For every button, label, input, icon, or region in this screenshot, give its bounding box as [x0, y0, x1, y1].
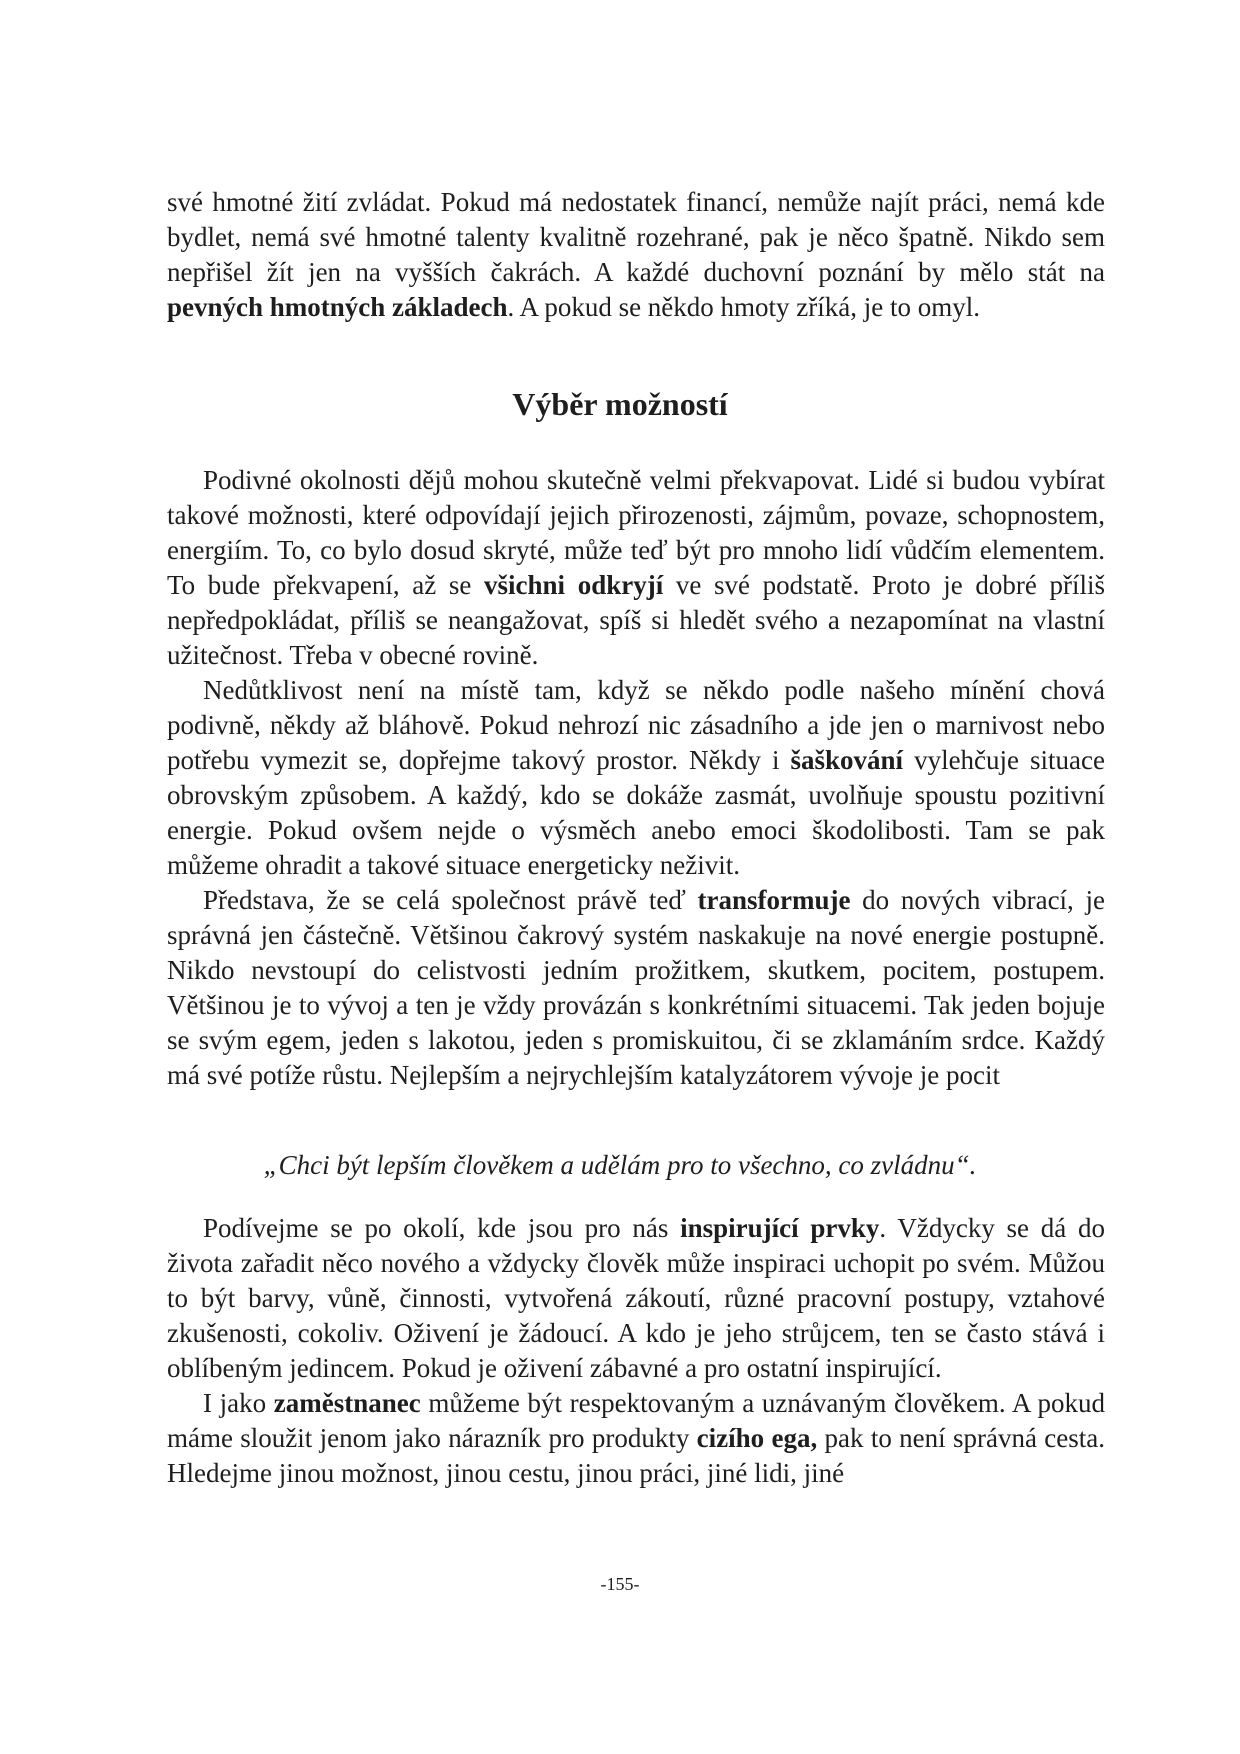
text-run: I jako: [203, 1388, 274, 1418]
text-run: Nedůtklivost není na místě tam, když se někdo podle našeho mínění chová podivně, někdy až bláhově. Pokud nehrozí nic zásadního a jde jen o marnivost nebo potřebu vymezit se, dopřejme takový prostor. Někdy i: [167, 675, 1105, 775]
paragraph: [167, 185, 1105, 325]
bold-phrase: šaškování: [790, 745, 904, 775]
italic-quote: „Chci být lepším člověkem a udělám pro to všechno, co zvládnu“.: [263, 1150, 977, 1180]
bold-phrase: zaměstnanec: [273, 1388, 421, 1418]
text-run: můžeme být respektovaným a uznávaným člověkem. A pokud máme sloužit jenom jako nárazník pro produkty: [167, 1388, 1105, 1453]
text-run: své hmotné žití zvládat. Pokud má nedostatek financí, nemůže najít práci, nemá kde bydlet, nemá své hmotné talenty kvalitně rozehrané, pak je něco špatně. Nikdo sem nepřišel žít jen na vyšších čakrách. A každé duchovní poznání by mělo stát na: [167, 187, 1105, 287]
bold-phrase: transformuje: [697, 885, 851, 915]
text-run: ve své podstatě. Proto je dobré příliš nepředpokládat, příliš se neangažovat, spíš si hledět svého a nezapomínat na vlastní užitečnost. Třeba v obecné rovině.: [167, 570, 1105, 670]
paragraph: [167, 673, 1105, 883]
bold-phrase: všichni odkryjí: [484, 570, 664, 600]
paragraph: [167, 1211, 1105, 1386]
bold-phrase: pevných hmotných základech: [167, 292, 508, 322]
text-run: Podivné okolnosti dějů mohou skutečně velmi překvapovat. Lidé si budou vybírat takové možnosti, které odpovídají jejich přirozenosti, zájmům, povaze, schopnostem, energiím. To, co bylo dosud skryté, může teď být pro mnoho lidí vůdčím elementem. To bude překvapení, až se: [167, 465, 1105, 600]
paragraph: [167, 883, 1105, 1093]
section-title: Výběr možností: [512, 386, 728, 422]
text-run: do nových vibrací, je správná jen částečně. Většinou čakrový systém naskakuje na nové energie postupně. Nikdo nevstoupí do celistvosti jedním prožitkem, skutkem, pocitem, postupem. Většinou je to vývoj a ten je vždy provázán s konkrétními situacemi. Tak jeden bojuje se svým egem, jeden s lakotou, jeden s promiskuitou, či se zklamáním srdce. Každý má své potíže růstu. Nejlepším a nejrychlejším katalyzátorem vývoje je pocit: [167, 885, 1105, 1090]
text-run: Představa, že se celá společnost právě teď: [203, 885, 698, 915]
text-run: pak to není správná cesta. Hledejme jinou možnost, jinou cestu, jinou práci, jiné lidi, jiné: [167, 1423, 1105, 1488]
body-text-part1: [167, 463, 1105, 1093]
text-run: vylehčuje situace obrovským způsobem. A každý, kdo se dokáže zasmát, uvolňuje spoustu pozitivní energie. Pokud ovšem nejde o výsměch anebo emoci škodolibosti. Tam se pak můžeme ohradit a takové situace energeticky neživit.: [167, 745, 1106, 880]
text-run: . Vždycky se dá do života zařadit něco nového a vždycky člověk může inspiraci uchopit po svém. Můžou to být barvy, vůně, činnosti, vytvořená zákoutí, různé pracovní postupy, vztahové zkušenosti, cokoliv. Oživení je žádoucí. A kdo je jeho strůjcem, ten se často stává i oblíbeným jedincem. Pokud je oživení zábavné a pro ostatní inspirující.: [167, 1213, 1105, 1383]
text-run: Podívejme se po okolí, kde jsou pro nás: [203, 1213, 681, 1243]
body-text-part2: [167, 1211, 1105, 1491]
paragraph: [167, 463, 1105, 673]
paragraph: [167, 1386, 1105, 1491]
page-number: -155-: [600, 1574, 640, 1594]
text-run: . A pokud se někdo hmoty zříká, je to omyl.: [507, 292, 980, 322]
bold-phrase: inspirující prvky: [680, 1213, 880, 1243]
intro-text: [167, 185, 1105, 325]
bold-phrase: cizího ega,: [696, 1423, 818, 1453]
